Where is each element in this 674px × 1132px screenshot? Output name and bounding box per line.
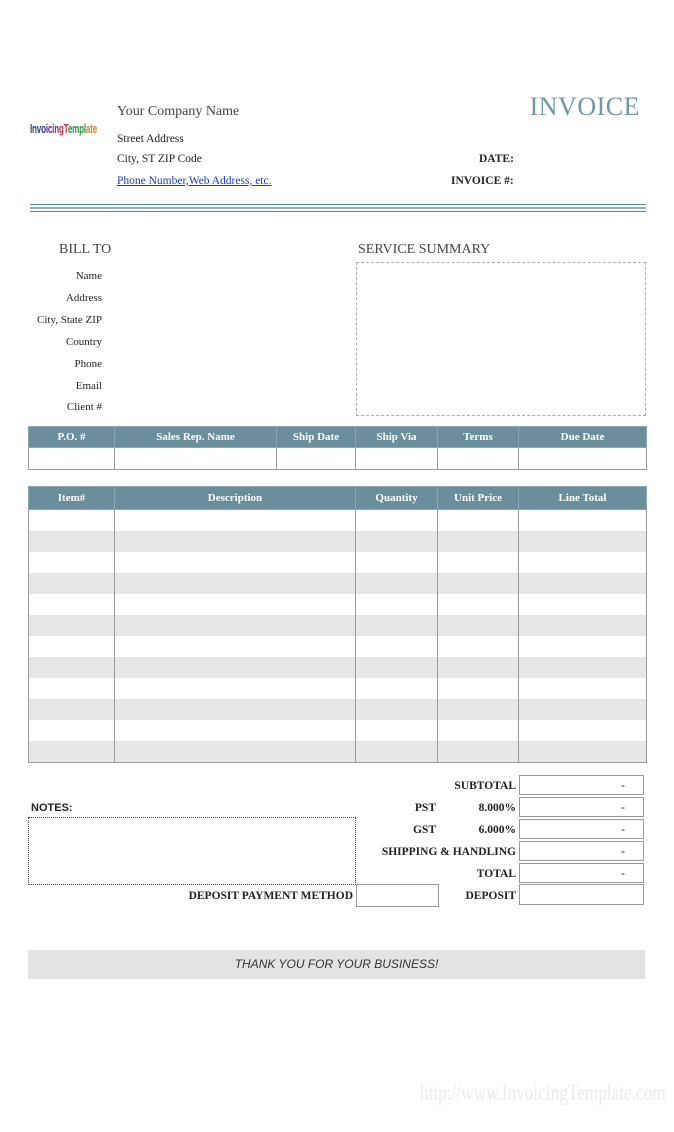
line-total-header: Line Total bbox=[519, 487, 647, 510]
deposit-method-field[interactable] bbox=[356, 884, 439, 907]
gst-rate[interactable]: 6.000% bbox=[478, 824, 516, 836]
items-table bbox=[28, 486, 647, 763]
po-header: P.O. # bbox=[29, 427, 115, 448]
table-row[interactable] bbox=[29, 615, 647, 636]
terms-header: Terms bbox=[438, 427, 519, 448]
table-row[interactable] bbox=[29, 552, 647, 573]
table-row[interactable] bbox=[29, 699, 647, 720]
gst-value: - bbox=[519, 819, 644, 839]
pst-rate[interactable]: 8.000% bbox=[478, 802, 516, 814]
deposit-label: DEPOSIT bbox=[465, 890, 516, 902]
sales-rep-cell[interactable] bbox=[115, 448, 277, 470]
bill-to-client-label: Client # bbox=[66, 401, 102, 413]
pst-value: - bbox=[519, 797, 644, 817]
terms-cell[interactable] bbox=[438, 448, 519, 470]
watermark: http://www.InvoicingTemplate.com bbox=[420, 1080, 666, 1105]
service-summary-box[interactable] bbox=[356, 262, 646, 416]
total-value: - bbox=[519, 863, 644, 883]
total-label: TOTAL bbox=[476, 868, 516, 880]
bill-to-email-label: Email bbox=[75, 380, 102, 392]
service-summary-heading: SERVICE SUMMARY bbox=[358, 242, 491, 257]
bill-to-city-label: City, State ZIP bbox=[37, 314, 102, 326]
table-row[interactable] bbox=[29, 720, 647, 741]
due-date-header: Due Date bbox=[519, 427, 647, 448]
bill-to-phone-label: Phone bbox=[74, 358, 102, 370]
notes-box[interactable] bbox=[28, 817, 356, 885]
notes-label: NOTES: bbox=[31, 802, 73, 814]
due-date-cell[interactable] bbox=[519, 448, 647, 470]
contact-link[interactable]: Phone Number,Web Address, etc. bbox=[117, 175, 272, 187]
table-row[interactable] bbox=[29, 636, 647, 657]
table-row[interactable] bbox=[29, 531, 647, 552]
gst-label: GST bbox=[412, 824, 436, 836]
street-address[interactable]: Street Address bbox=[117, 133, 184, 145]
date-label: DATE: bbox=[479, 153, 514, 165]
bill-to-country-label: Country bbox=[65, 336, 102, 348]
company-logo: InvoicingTemplate bbox=[30, 121, 98, 136]
sales-rep-header: Sales Rep. Name bbox=[115, 427, 277, 448]
unit-price-header: Unit Price bbox=[438, 487, 519, 510]
shipping-value[interactable]: - bbox=[519, 841, 644, 861]
subtotal-value: - bbox=[519, 775, 644, 795]
ship-via-cell[interactable] bbox=[356, 448, 438, 470]
order-info-table bbox=[28, 426, 647, 470]
ship-date-header: Ship Date bbox=[277, 427, 356, 448]
ship-via-header: Ship Via bbox=[356, 427, 438, 448]
table-row[interactable] bbox=[29, 657, 647, 678]
table-row[interactable] bbox=[29, 741, 647, 763]
item-number-header: Item# bbox=[29, 487, 115, 510]
pst-label: PST bbox=[414, 802, 436, 814]
shipping-label: SHIPPING & HANDLING bbox=[381, 846, 516, 858]
table-row[interactable] bbox=[29, 594, 647, 615]
header-divider bbox=[30, 211, 646, 212]
bill-to-address-label: Address bbox=[65, 292, 102, 304]
bill-to-name-label: Name bbox=[75, 270, 102, 282]
header-divider bbox=[30, 204, 646, 205]
invoice-number-label: INVOICE #: bbox=[451, 175, 514, 187]
deposit-method-label: DEPOSIT PAYMENT METHOD bbox=[188, 890, 353, 902]
subtotal-label: SUBTOTAL bbox=[454, 780, 516, 792]
thank-you-banner: THANK YOU FOR YOUR BUSINESS! bbox=[28, 950, 645, 979]
table-row[interactable] bbox=[29, 510, 647, 532]
table-row[interactable] bbox=[29, 573, 647, 594]
po-cell[interactable] bbox=[29, 448, 115, 470]
invoice-title: INVOICE bbox=[529, 92, 640, 121]
bill-to-heading: BILL TO bbox=[59, 242, 112, 257]
header-divider bbox=[30, 207, 646, 209]
deposit-value[interactable] bbox=[519, 884, 644, 905]
table-row[interactable] bbox=[29, 678, 647, 699]
quantity-header: Quantity bbox=[356, 487, 438, 510]
company-name[interactable]: Your Company Name bbox=[117, 104, 240, 119]
ship-date-cell[interactable] bbox=[277, 448, 356, 470]
city-state-zip[interactable]: City, ST ZIP Code bbox=[117, 153, 202, 165]
description-header: Description bbox=[115, 487, 356, 510]
